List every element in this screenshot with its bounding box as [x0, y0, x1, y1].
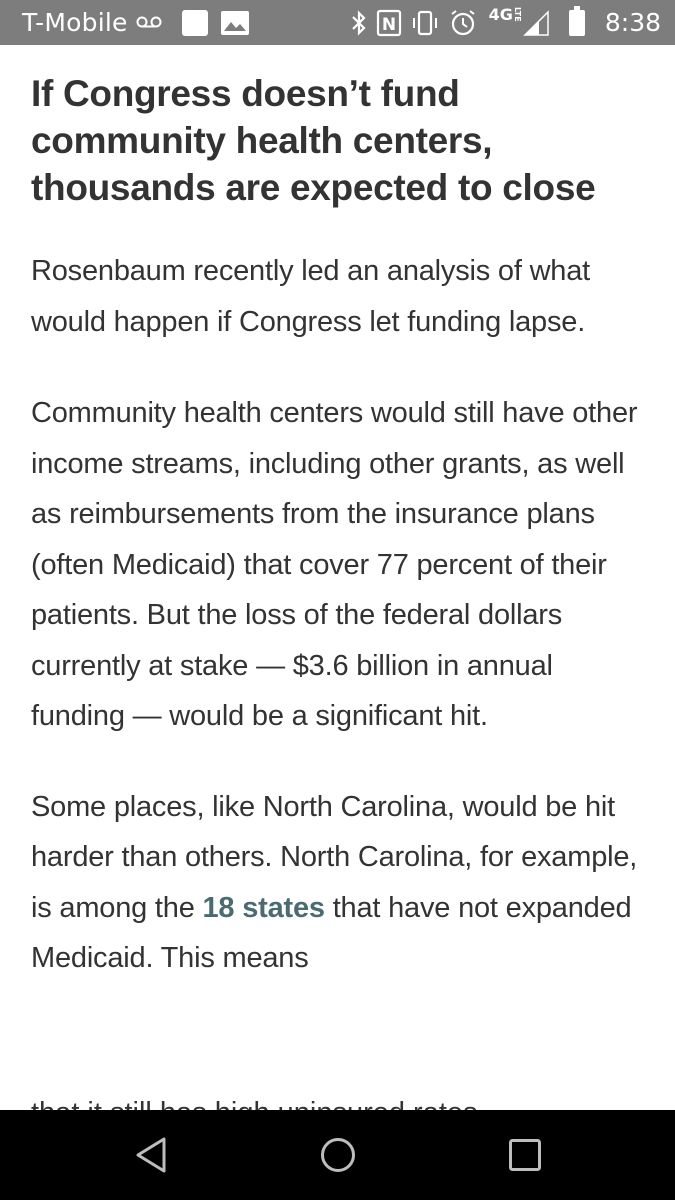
paragraph: Rosenbaum recently led an analysis of what would happen if Congress let funding lapse. [31, 255, 591, 338]
article-body [31, 70, 651, 984]
carrier-label: T-Mobile [22, 8, 128, 37]
paragraph-text: that have not expanded Medicaid. This means [31, 891, 632, 974]
notification-icon [182, 10, 208, 36]
network-type-label: 4G LTE [488, 5, 522, 24]
section-heading: If Congress doesn’t fund community health centers, thousands are expected to close [31, 73, 596, 208]
clock: 8:38 [604, 8, 661, 37]
voicemail-icon [136, 13, 162, 32]
paragraph-text: Some places, like North Carolina, would be hit harder than others. North Carolina, for example, is among the [31, 790, 638, 924]
bluetooth-icon [351, 9, 367, 37]
navigation-bar [0, 1110, 675, 1200]
signal-icon [523, 9, 549, 37]
battery-icon [569, 10, 585, 36]
image-notification-icon [220, 10, 250, 36]
paragraph [31, 782, 651, 984]
alarm-icon [449, 9, 477, 37]
back-icon[interactable] [134, 1135, 168, 1180]
status-bar [0, 0, 675, 45]
home-icon[interactable] [318, 1135, 358, 1180]
states-link[interactable]: 18 states [202, 891, 325, 924]
svg-text:N: N [381, 14, 396, 35]
vibrate-icon [411, 9, 439, 37]
partial-paragraph [31, 1088, 651, 1110]
paragraph: Community health centers would still have other income streams, including other grants, as well as reimbursements from the insurance plans (often Medicaid) that cover 77 percent of their patients. But the loss of the federal dollars currently at stake — $3.6 billion in annual funding — would be a significant hit. [31, 397, 638, 732]
nfc-icon [377, 9, 401, 37]
recents-icon[interactable] [507, 1135, 543, 1180]
